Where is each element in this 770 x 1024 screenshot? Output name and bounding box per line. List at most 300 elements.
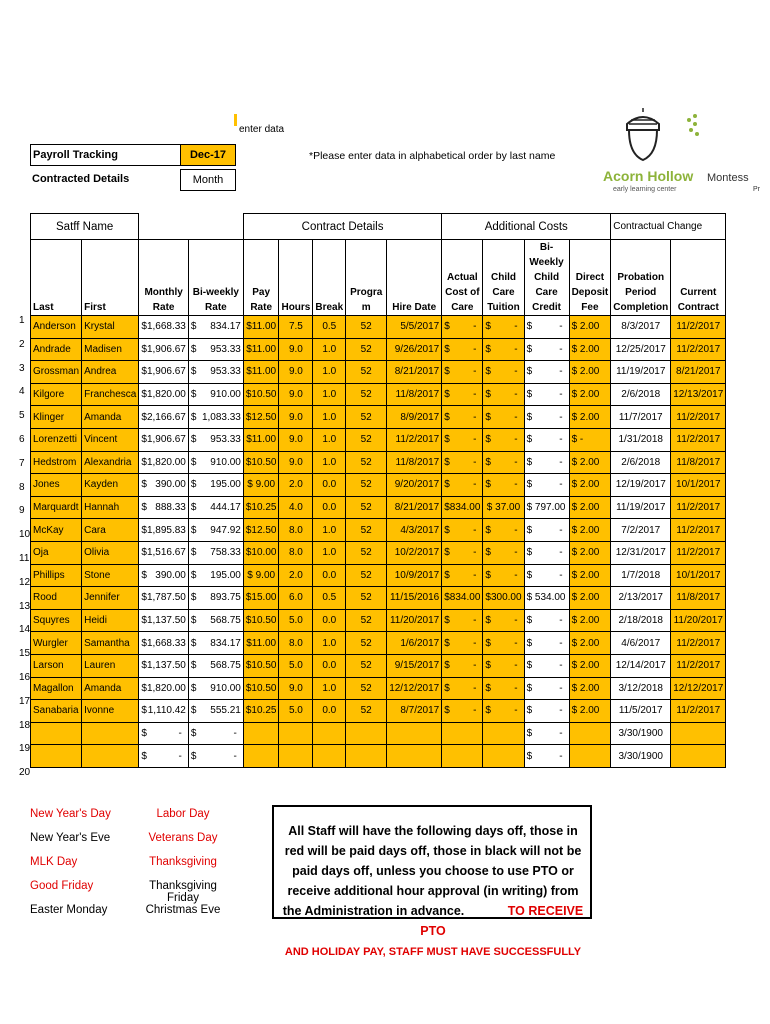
cell-monthly-rate[interactable]	[139, 519, 189, 542]
cell-deposit-fee[interactable]: $ 2.00	[569, 361, 611, 384]
cell-break[interactable]: 1.0	[313, 428, 346, 451]
cell-pay-rate[interactable]: $11.00	[243, 428, 279, 451]
cell-last[interactable]: Squyres	[31, 609, 82, 632]
cell-current-contract[interactable]: 11/2/2017	[671, 654, 726, 677]
cell-hire-date[interactable]	[387, 722, 442, 745]
cell-program[interactable]: 52	[346, 609, 387, 632]
cell-probation[interactable]: 12/14/2017	[611, 654, 671, 677]
cell-pay-rate[interactable]: $11.00	[243, 361, 279, 384]
cell-hire-date[interactable]: 11/2/2017	[387, 428, 442, 451]
cell-deposit-fee[interactable]: $ 2.00	[569, 564, 611, 587]
cell-deposit-fee[interactable]	[569, 745, 611, 768]
cell-pay-rate[interactable]	[243, 745, 279, 768]
cell-monthly-rate[interactable]	[139, 338, 189, 361]
cell-last[interactable]: McKay	[31, 519, 82, 542]
cell-credit[interactable]: $ 797.00	[524, 496, 569, 519]
cell-current-contract[interactable]	[671, 722, 726, 745]
cell-first[interactable]: Amanda	[82, 406, 139, 429]
cell-probation[interactable]: 11/5/2017	[611, 700, 671, 723]
cell-break[interactable]: 0.0	[313, 474, 346, 497]
cell-last[interactable]: Kilgore	[31, 383, 82, 406]
cell-current-contract[interactable]: 11/2/2017	[671, 338, 726, 361]
cell-hours[interactable]: 5.0	[279, 609, 313, 632]
cell-hours[interactable]: 6.0	[279, 587, 313, 610]
cell-actual-cost[interactable]	[442, 428, 483, 451]
cell-tuition[interactable]	[483, 383, 524, 406]
cell-break[interactable]: 1.0	[313, 338, 346, 361]
cell-biweekly-rate[interactable]	[188, 406, 243, 429]
cell-break[interactable]: 0.0	[313, 609, 346, 632]
cell-hire-date[interactable]: 8/21/2017	[387, 496, 442, 519]
cell-break[interactable]: 1.0	[313, 632, 346, 655]
cell-pay-rate[interactable]: $12.50	[243, 519, 279, 542]
cell-probation[interactable]: 12/25/2017	[611, 338, 671, 361]
cell-probation[interactable]: 8/3/2017	[611, 316, 671, 339]
cell-credit[interactable]	[524, 722, 569, 745]
cell-credit[interactable]	[524, 428, 569, 451]
cell-pay-rate[interactable]: $10.50	[243, 654, 279, 677]
cell-program[interactable]: 52	[346, 700, 387, 723]
cell-pay-rate[interactable]: $ 9.00	[243, 564, 279, 587]
cell-break[interactable]: 0.5	[313, 587, 346, 610]
cell-tuition[interactable]	[483, 564, 524, 587]
cell-break[interactable]: 0.0	[313, 654, 346, 677]
cell-current-contract[interactable]: 11/2/2017	[671, 428, 726, 451]
cell-program[interactable]	[346, 745, 387, 768]
cell-credit[interactable]	[524, 316, 569, 339]
cell-pay-rate[interactable]: $11.00	[243, 632, 279, 655]
cell-actual-cost[interactable]	[442, 722, 483, 745]
cell-last[interactable]: Klinger	[31, 406, 82, 429]
cell-hire-date[interactable]: 10/2/2017	[387, 541, 442, 564]
cell-break[interactable]: 1.0	[313, 406, 346, 429]
cell-current-contract[interactable]	[671, 745, 726, 768]
cell-current-contract[interactable]: 11/8/2017	[671, 451, 726, 474]
cell-current-contract[interactable]: 12/12/2017	[671, 677, 726, 700]
cell-actual-cost[interactable]: $834.00	[442, 496, 483, 519]
cell-tuition[interactable]	[483, 677, 524, 700]
cell-probation[interactable]: 3/12/2018	[611, 677, 671, 700]
cell-credit[interactable]	[524, 474, 569, 497]
cell-credit[interactable]	[524, 383, 569, 406]
cell-deposit-fee[interactable]	[569, 722, 611, 745]
cell-program[interactable]: 52	[346, 587, 387, 610]
cell-biweekly-rate[interactable]	[188, 316, 243, 339]
cell-first[interactable]: Jennifer	[82, 587, 139, 610]
cell-first[interactable]: Krystal	[82, 316, 139, 339]
cell-hire-date[interactable]: 12/12/2017	[387, 677, 442, 700]
cell-last[interactable]: Marquardt	[31, 496, 82, 519]
cell-break[interactable]	[313, 722, 346, 745]
cell-first[interactable]: Hannah	[82, 496, 139, 519]
cell-first[interactable]: Stone	[82, 564, 139, 587]
cell-tuition[interactable]	[483, 451, 524, 474]
cell-program[interactable]: 52	[346, 383, 387, 406]
cell-last[interactable]: Phillips	[31, 564, 82, 587]
cell-hire-date[interactable]: 9/20/2017	[387, 474, 442, 497]
cell-current-contract[interactable]: 10/1/2017	[671, 474, 726, 497]
cell-biweekly-rate[interactable]	[188, 361, 243, 384]
cell-hire-date[interactable]: 8/9/2017	[387, 406, 442, 429]
cell-actual-cost[interactable]: $834.00	[442, 587, 483, 610]
cell-monthly-rate[interactable]	[139, 722, 189, 745]
cell-hire-date[interactable]: 10/9/2017	[387, 564, 442, 587]
cell-actual-cost[interactable]	[442, 632, 483, 655]
cell-current-contract[interactable]: 10/1/2017	[671, 564, 726, 587]
cell-pay-rate[interactable]: $10.50	[243, 609, 279, 632]
cell-deposit-fee[interactable]: $ 2.00	[569, 700, 611, 723]
cell-program[interactable]: 52	[346, 654, 387, 677]
cell-current-contract[interactable]: 11/2/2017	[671, 316, 726, 339]
cell-credit[interactable]	[524, 541, 569, 564]
cell-credit[interactable]	[524, 361, 569, 384]
cell-last[interactable]: Andrade	[31, 338, 82, 361]
cell-last[interactable]: Grossman	[31, 361, 82, 384]
cell-program[interactable]	[346, 722, 387, 745]
cell-first[interactable]: Samantha	[82, 632, 139, 655]
cell-biweekly-rate[interactable]	[188, 745, 243, 768]
cell-credit[interactable]	[524, 338, 569, 361]
cell-program[interactable]: 52	[346, 677, 387, 700]
cell-hire-date[interactable]: 9/15/2017	[387, 654, 442, 677]
cell-deposit-fee[interactable]: $ 2.00	[569, 474, 611, 497]
cell-pay-rate[interactable]	[243, 722, 279, 745]
cell-actual-cost[interactable]	[442, 361, 483, 384]
cell-probation[interactable]: 2/6/2018	[611, 451, 671, 474]
cell-last[interactable]: Jones	[31, 474, 82, 497]
cell-hire-date[interactable]: 9/26/2017	[387, 338, 442, 361]
cell-actual-cost[interactable]	[442, 564, 483, 587]
cell-first[interactable]: Andrea	[82, 361, 139, 384]
cell-program[interactable]: 52	[346, 451, 387, 474]
cell-actual-cost[interactable]	[442, 745, 483, 768]
cell-monthly-rate[interactable]	[139, 474, 189, 497]
cell-deposit-fee[interactable]: $ 2.00	[569, 519, 611, 542]
cell-probation[interactable]: 11/19/2017	[611, 496, 671, 519]
cell-probation[interactable]: 2/18/2018	[611, 609, 671, 632]
cell-last[interactable]: Larson	[31, 654, 82, 677]
cell-break[interactable]: 0.5	[313, 316, 346, 339]
cell-break[interactable]	[313, 745, 346, 768]
cell-hours[interactable]: 9.0	[279, 406, 313, 429]
cell-deposit-fee[interactable]: $ 2.00	[569, 496, 611, 519]
cell-biweekly-rate[interactable]	[188, 564, 243, 587]
cell-biweekly-rate[interactable]	[188, 519, 243, 542]
cell-actual-cost[interactable]	[442, 677, 483, 700]
cell-program[interactable]: 52	[346, 564, 387, 587]
cell-probation[interactable]: 1/31/2018	[611, 428, 671, 451]
cell-tuition[interactable]	[483, 632, 524, 655]
cell-hours[interactable]: 9.0	[279, 677, 313, 700]
cell-first[interactable]: Amanda	[82, 677, 139, 700]
cell-biweekly-rate[interactable]	[188, 677, 243, 700]
cell-monthly-rate[interactable]	[139, 316, 189, 339]
cell-last[interactable]: Oja	[31, 541, 82, 564]
cell-first[interactable]: Cara	[82, 519, 139, 542]
cell-deposit-fee[interactable]: $ 2.00	[569, 406, 611, 429]
cell-probation[interactable]: 12/19/2017	[611, 474, 671, 497]
cell-last[interactable]: Sanabaria	[31, 700, 82, 723]
cell-hire-date[interactable]: 11/20/2017	[387, 609, 442, 632]
cell-monthly-rate[interactable]	[139, 361, 189, 384]
cell-current-contract[interactable]: 11/2/2017	[671, 519, 726, 542]
cell-program[interactable]: 52	[346, 406, 387, 429]
cell-pay-rate[interactable]: $10.00	[243, 541, 279, 564]
cell-biweekly-rate[interactable]	[188, 338, 243, 361]
cell-tuition[interactable]: $ 37.00	[483, 496, 524, 519]
cell-current-contract[interactable]: 11/2/2017	[671, 496, 726, 519]
cell-hours[interactable]: 8.0	[279, 632, 313, 655]
cell-tuition[interactable]	[483, 700, 524, 723]
cell-monthly-rate[interactable]	[139, 587, 189, 610]
cell-deposit-fee[interactable]: $ 2.00	[569, 587, 611, 610]
cell-current-contract[interactable]: 12/13/2017	[671, 383, 726, 406]
cell-first[interactable]	[82, 722, 139, 745]
cell-first[interactable]	[82, 745, 139, 768]
cell-program[interactable]: 52	[346, 316, 387, 339]
cell-biweekly-rate[interactable]	[188, 451, 243, 474]
cell-program[interactable]: 52	[346, 519, 387, 542]
cell-actual-cost[interactable]	[442, 383, 483, 406]
cell-biweekly-rate[interactable]	[188, 587, 243, 610]
cell-current-contract[interactable]: 11/20/2017	[671, 609, 726, 632]
cell-hours[interactable]: 9.0	[279, 383, 313, 406]
cell-monthly-rate[interactable]	[139, 609, 189, 632]
cell-program[interactable]: 52	[346, 474, 387, 497]
cell-probation[interactable]: 2/13/2017	[611, 587, 671, 610]
cell-hours[interactable]: 7.5	[279, 316, 313, 339]
cell-hire-date[interactable]: 4/3/2017	[387, 519, 442, 542]
cell-last[interactable]: Hedstrom	[31, 451, 82, 474]
cell-probation[interactable]: 7/2/2017	[611, 519, 671, 542]
cell-pay-rate[interactable]: $10.25	[243, 700, 279, 723]
cell-first[interactable]: Heidi	[82, 609, 139, 632]
cell-hours[interactable]: 8.0	[279, 519, 313, 542]
cell-pay-rate[interactable]: $11.00	[243, 316, 279, 339]
cell-hire-date[interactable]: 11/8/2017	[387, 383, 442, 406]
payroll-period-value[interactable]: Dec-17	[180, 144, 236, 166]
cell-hire-date[interactable]: 5/5/2017	[387, 316, 442, 339]
cell-tuition[interactable]	[483, 316, 524, 339]
cell-hours[interactable]: 9.0	[279, 338, 313, 361]
cell-probation[interactable]: 11/19/2017	[611, 361, 671, 384]
cell-biweekly-rate[interactable]	[188, 632, 243, 655]
cell-actual-cost[interactable]	[442, 451, 483, 474]
cell-actual-cost[interactable]	[442, 474, 483, 497]
cell-break[interactable]: 1.0	[313, 519, 346, 542]
cell-monthly-rate[interactable]	[139, 406, 189, 429]
cell-monthly-rate[interactable]	[139, 541, 189, 564]
cell-tuition[interactable]	[483, 519, 524, 542]
cell-probation[interactable]: 3/30/1900	[611, 722, 671, 745]
cell-credit[interactable]	[524, 406, 569, 429]
cell-monthly-rate[interactable]	[139, 564, 189, 587]
cell-last[interactable]	[31, 722, 82, 745]
cell-break[interactable]: 1.0	[313, 451, 346, 474]
cell-monthly-rate[interactable]	[139, 745, 189, 768]
cell-biweekly-rate[interactable]	[188, 722, 243, 745]
cell-credit[interactable]	[524, 654, 569, 677]
cell-pay-rate[interactable]: $ 9.00	[243, 474, 279, 497]
cell-current-contract[interactable]: 11/8/2017	[671, 587, 726, 610]
cell-pay-rate[interactable]: $10.50	[243, 383, 279, 406]
cell-credit[interactable]	[524, 700, 569, 723]
cell-program[interactable]: 52	[346, 496, 387, 519]
cell-tuition[interactable]	[483, 541, 524, 564]
cell-hours[interactable]: 5.0	[279, 700, 313, 723]
cell-pay-rate[interactable]: $11.00	[243, 338, 279, 361]
cell-actual-cost[interactable]	[442, 406, 483, 429]
cell-hire-date[interactable]	[387, 745, 442, 768]
cell-credit[interactable]	[524, 609, 569, 632]
cell-deposit-fee[interactable]: $ 2.00	[569, 609, 611, 632]
cell-current-contract[interactable]: 8/21/2017	[671, 361, 726, 384]
cell-hire-date[interactable]: 11/8/2017	[387, 451, 442, 474]
cell-hire-date[interactable]: 1/6/2017	[387, 632, 442, 655]
cell-hire-date[interactable]: 8/7/2017	[387, 700, 442, 723]
cell-biweekly-rate[interactable]	[188, 474, 243, 497]
cell-current-contract[interactable]: 11/2/2017	[671, 541, 726, 564]
cell-pay-rate[interactable]: $10.50	[243, 677, 279, 700]
cell-credit[interactable]	[524, 745, 569, 768]
cell-break[interactable]: 0.0	[313, 700, 346, 723]
cell-monthly-rate[interactable]	[139, 677, 189, 700]
cell-program[interactable]: 52	[346, 632, 387, 655]
cell-first[interactable]: Kayden	[82, 474, 139, 497]
cell-deposit-fee[interactable]: $ 2.00	[569, 316, 611, 339]
cell-current-contract[interactable]: 11/2/2017	[671, 632, 726, 655]
cell-first[interactable]: Alexandria	[82, 451, 139, 474]
cell-monthly-rate[interactable]	[139, 496, 189, 519]
cell-tuition[interactable]	[483, 609, 524, 632]
cell-first[interactable]: Ivonne	[82, 700, 139, 723]
cell-tuition[interactable]	[483, 406, 524, 429]
cell-hours[interactable]: 8.0	[279, 541, 313, 564]
cell-biweekly-rate[interactable]	[188, 541, 243, 564]
cell-credit[interactable]	[524, 451, 569, 474]
cell-tuition[interactable]	[483, 474, 524, 497]
cell-actual-cost[interactable]	[442, 654, 483, 677]
cell-actual-cost[interactable]	[442, 541, 483, 564]
contracted-period-value[interactable]: Month	[180, 169, 236, 191]
cell-monthly-rate[interactable]	[139, 451, 189, 474]
cell-pay-rate[interactable]: $15.00	[243, 587, 279, 610]
cell-biweekly-rate[interactable]	[188, 700, 243, 723]
cell-actual-cost[interactable]	[442, 338, 483, 361]
cell-break[interactable]: 1.0	[313, 677, 346, 700]
cell-tuition[interactable]	[483, 745, 524, 768]
cell-hours[interactable]: 9.0	[279, 361, 313, 384]
cell-credit[interactable]: $ 534.00	[524, 587, 569, 610]
cell-hours[interactable]: 2.0	[279, 564, 313, 587]
cell-pay-rate[interactable]: $10.50	[243, 451, 279, 474]
cell-tuition[interactable]: $300.00	[483, 587, 524, 610]
cell-first[interactable]: Olivia	[82, 541, 139, 564]
cell-hire-date[interactable]: 11/15/2016	[387, 587, 442, 610]
cell-deposit-fee[interactable]: $ 2.00	[569, 383, 611, 406]
cell-probation[interactable]: 3/30/1900	[611, 745, 671, 768]
cell-hours[interactable]: 2.0	[279, 474, 313, 497]
cell-hours[interactable]: 9.0	[279, 428, 313, 451]
cell-tuition[interactable]	[483, 338, 524, 361]
cell-credit[interactable]	[524, 632, 569, 655]
cell-hours[interactable]	[279, 722, 313, 745]
cell-program[interactable]: 52	[346, 541, 387, 564]
cell-biweekly-rate[interactable]	[188, 609, 243, 632]
cell-deposit-fee[interactable]: $ 2.00	[569, 541, 611, 564]
cell-actual-cost[interactable]	[442, 700, 483, 723]
cell-biweekly-rate[interactable]	[188, 654, 243, 677]
cell-hours[interactable]: 5.0	[279, 654, 313, 677]
cell-monthly-rate[interactable]	[139, 654, 189, 677]
cell-tuition[interactable]	[483, 361, 524, 384]
cell-monthly-rate[interactable]	[139, 700, 189, 723]
cell-probation[interactable]: 1/7/2018	[611, 564, 671, 587]
cell-credit[interactable]	[524, 677, 569, 700]
cell-probation[interactable]: 2/6/2018	[611, 383, 671, 406]
cell-credit[interactable]	[524, 519, 569, 542]
cell-hours[interactable]: 4.0	[279, 496, 313, 519]
cell-last[interactable]: Magallon	[31, 677, 82, 700]
cell-deposit-fee[interactable]: $ 2.00	[569, 632, 611, 655]
cell-first[interactable]: Lauren	[82, 654, 139, 677]
cell-monthly-rate[interactable]	[139, 632, 189, 655]
cell-deposit-fee[interactable]: $ 2.00	[569, 654, 611, 677]
cell-tuition[interactable]	[483, 722, 524, 745]
cell-break[interactable]: 0.0	[313, 564, 346, 587]
cell-first[interactable]: Madisen	[82, 338, 139, 361]
cell-monthly-rate[interactable]	[139, 428, 189, 451]
cell-probation[interactable]: 12/31/2017	[611, 541, 671, 564]
cell-tuition[interactable]	[483, 428, 524, 451]
cell-program[interactable]: 52	[346, 361, 387, 384]
cell-monthly-rate[interactable]	[139, 383, 189, 406]
cell-hire-date[interactable]: 8/21/2017	[387, 361, 442, 384]
cell-actual-cost[interactable]	[442, 316, 483, 339]
cell-biweekly-rate[interactable]	[188, 496, 243, 519]
cell-deposit-fee[interactable]: $ 2.00	[569, 451, 611, 474]
cell-first[interactable]: Vincent	[82, 428, 139, 451]
cell-pay-rate[interactable]: $12.50	[243, 406, 279, 429]
cell-program[interactable]: 52	[346, 338, 387, 361]
cell-deposit-fee[interactable]: $ 2.00	[569, 338, 611, 361]
cell-actual-cost[interactable]	[442, 519, 483, 542]
cell-last[interactable]: Anderson	[31, 316, 82, 339]
cell-first[interactable]: Franchesca	[82, 383, 139, 406]
cell-last[interactable]: Rood	[31, 587, 82, 610]
cell-probation[interactable]: 4/6/2017	[611, 632, 671, 655]
cell-actual-cost[interactable]	[442, 609, 483, 632]
cell-deposit-fee[interactable]: $ 2.00	[569, 677, 611, 700]
cell-last[interactable]: Wurgler	[31, 632, 82, 655]
cell-break[interactable]: 0.0	[313, 496, 346, 519]
cell-program[interactable]: 52	[346, 428, 387, 451]
cell-last[interactable]: Lorenzetti	[31, 428, 82, 451]
cell-pay-rate[interactable]: $10.25	[243, 496, 279, 519]
cell-probation[interactable]: 11/7/2017	[611, 406, 671, 429]
cell-deposit-fee[interactable]: $ -	[569, 428, 611, 451]
cell-break[interactable]: 1.0	[313, 541, 346, 564]
cell-biweekly-rate[interactable]	[188, 428, 243, 451]
cell-break[interactable]: 1.0	[313, 361, 346, 384]
cell-hours[interactable]: 9.0	[279, 451, 313, 474]
cell-credit[interactable]	[524, 564, 569, 587]
cell-biweekly-rate[interactable]	[188, 383, 243, 406]
cell-last[interactable]	[31, 745, 82, 768]
cell-current-contract[interactable]: 11/2/2017	[671, 406, 726, 429]
cell-current-contract[interactable]: 11/2/2017	[671, 700, 726, 723]
cell-tuition[interactable]	[483, 654, 524, 677]
